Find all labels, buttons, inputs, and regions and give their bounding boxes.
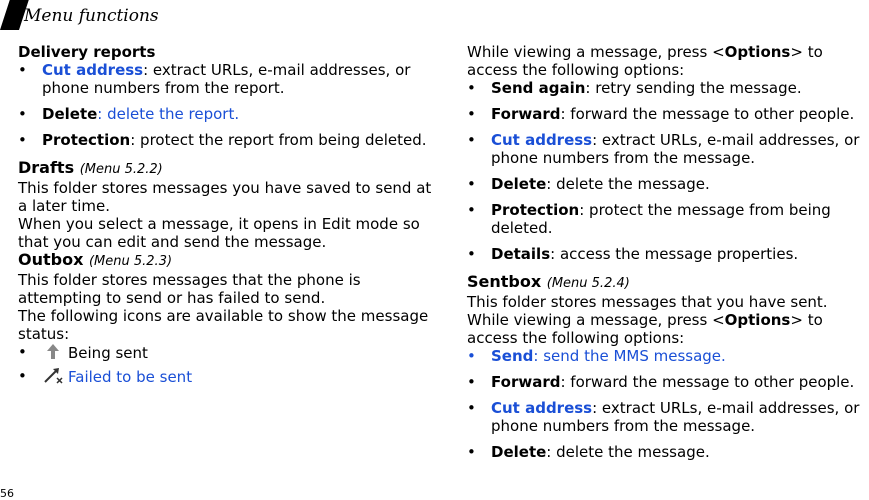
term-delete: Delete [491, 443, 547, 461]
options-key: Options [724, 311, 791, 329]
drafts-paragraph-1: This folder stores messages you have saved to send at a later time. [18, 179, 432, 215]
status-icons-list [18, 343, 438, 386]
list-item [18, 343, 438, 362]
options-key: Options [724, 43, 791, 61]
item-text: : protect the message from being deleted. [491, 201, 831, 237]
term-protection: Protection [42, 131, 131, 149]
list-item [18, 105, 438, 123]
drafts-paragraph-2: When you select a message, it opens in Edit mode so that you can edit and send the message. [18, 215, 420, 251]
item-text: : extract URLs, e-mail addresses, or phone numbers from the message. [491, 399, 860, 435]
list-item [467, 105, 867, 123]
item-text: : protect the report from being deleted. [130, 131, 427, 149]
term-details: Details [491, 245, 551, 263]
term-send: Send [491, 347, 534, 365]
list-item [467, 131, 867, 167]
outbox-menu-ref: (Menu 5.2.3) [88, 254, 173, 269]
outbox-paragraph-2: The following icons are available to show the message status: [18, 307, 429, 343]
sentbox-title: Sentbox [467, 272, 542, 291]
drafts-title: Drafts [18, 158, 75, 177]
list-item [467, 79, 867, 97]
intro-text: > to access the following options: [467, 311, 823, 347]
list-item [18, 131, 438, 149]
term-cut-address: Cut address [491, 399, 593, 417]
outbox-title: Outbox [18, 250, 84, 269]
right-column [467, 43, 867, 461]
icon-label: Being sent [68, 344, 148, 362]
intro-text: While viewing a message, press < [467, 311, 725, 329]
term-delete: Delete [42, 105, 98, 123]
delivery-reports-list [18, 61, 438, 149]
send-failed-icon [42, 367, 64, 385]
item-text: : send the MMS message. [533, 347, 726, 365]
item-text: : delete the message. [546, 443, 710, 461]
term-send-again: Send again [491, 79, 586, 97]
list-item [467, 201, 867, 237]
list-item [18, 367, 438, 386]
sentbox-menu-ref: (Menu 5.2.4) [546, 276, 630, 291]
delivery-reports-heading: Delivery reports [18, 43, 156, 61]
item-text: : forward the message to other people. [560, 105, 855, 123]
term-delete: Delete [491, 175, 547, 193]
list-item [467, 245, 867, 263]
options-intro-2 [467, 311, 867, 347]
term-protection: Protection [491, 201, 580, 219]
term-forward: Forward [491, 105, 561, 123]
term-cut-address: Cut address [42, 61, 144, 79]
item-text: : delete the message. [546, 175, 710, 193]
sentbox-options-list [467, 347, 867, 461]
page-number: 56 [0, 487, 14, 500]
page-title: Menu functions [24, 6, 159, 26]
item-text: : extract URLs, e-mail addresses, or phone numbers from the message. [491, 131, 860, 167]
outbox-paragraph-1: This folder stores messages that the phone is attempting to send or has failed to send. [18, 271, 361, 307]
item-text: : retry sending the message. [585, 79, 802, 97]
sentbox-heading [467, 273, 867, 293]
item-text: : forward the message to other people. [560, 373, 855, 391]
outbox-heading [18, 251, 438, 271]
options-list [467, 79, 867, 263]
list-item [18, 61, 438, 97]
list-item [467, 175, 867, 193]
drafts-heading [18, 159, 438, 179]
intro-text: > to access the following options: [467, 43, 823, 79]
drafts-menu-ref: (Menu 5.2.2) [79, 162, 163, 177]
list-item [467, 347, 867, 365]
item-text: : delete the report. [97, 105, 240, 123]
item-text: : extract URLs, e-mail addresses, or phone numbers from the report. [42, 61, 411, 97]
sentbox-paragraph-1: This folder stores messages that you have sent. [467, 293, 828, 311]
page-header [0, 0, 420, 28]
options-intro [467, 43, 867, 79]
icon-label: Failed to be sent [68, 368, 193, 386]
term-forward: Forward [491, 373, 561, 391]
list-item [467, 443, 867, 461]
term-cut-address: Cut address [491, 131, 593, 149]
arrow-up-icon [42, 343, 64, 361]
left-column [18, 43, 438, 386]
intro-text: While viewing a message, press < [467, 43, 725, 61]
list-item [467, 399, 867, 435]
list-item [467, 373, 867, 391]
item-text: : access the message properties. [550, 245, 799, 263]
